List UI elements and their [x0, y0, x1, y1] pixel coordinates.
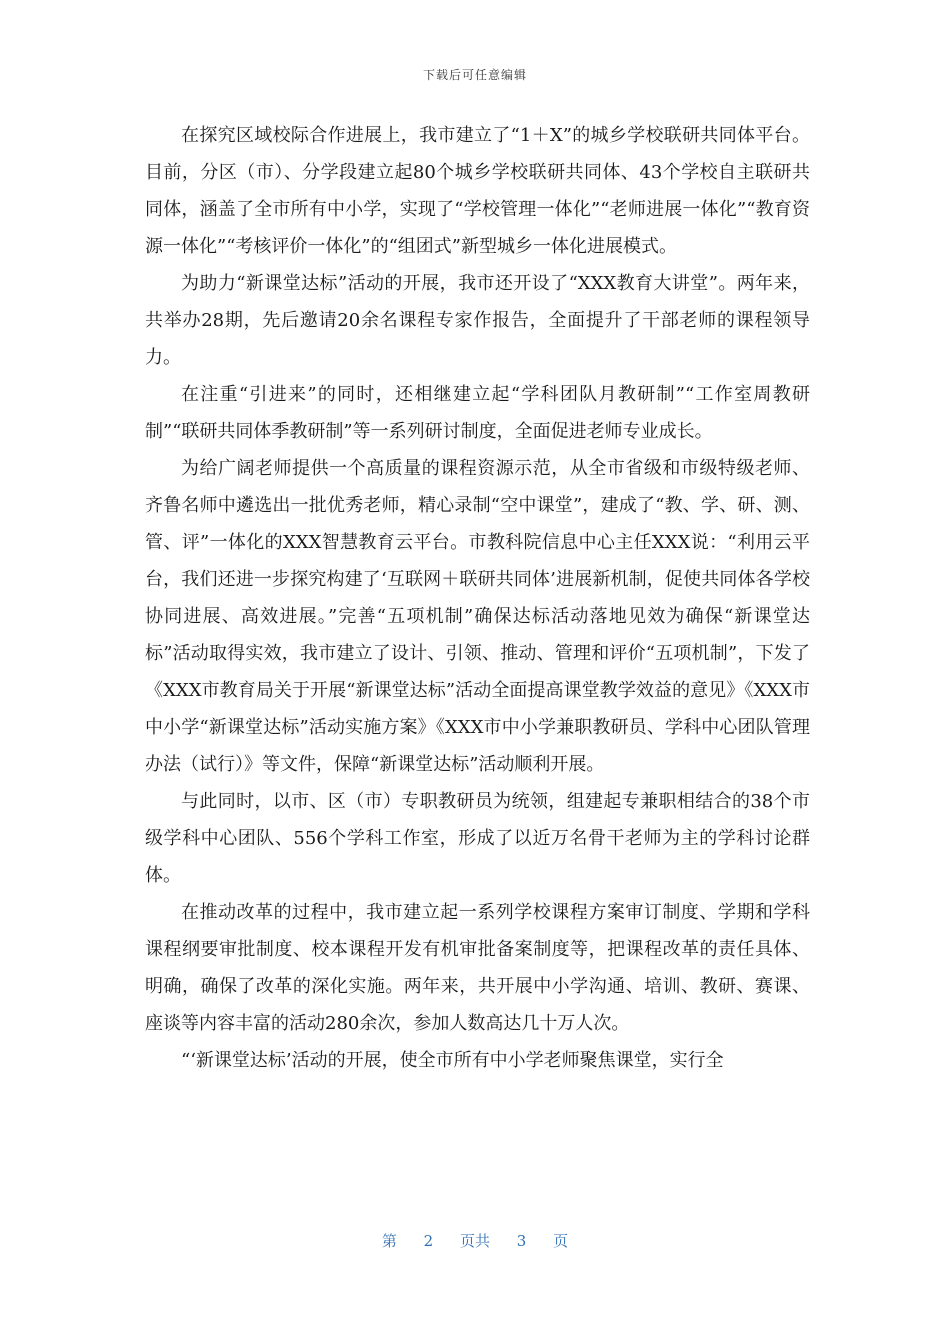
header-note: 下载后可任意编辑	[422, 68, 527, 82]
footer-middle: 页共	[459, 1232, 490, 1250]
paragraph: 在探究区域校际合作进展上，我市建立了“1＋X”的城乡学校联研共同体平台。目前，分区（市）、分学段建立起80个城乡学校联研共同体、43个学校自主联研共同体，涵盖了全市所有中小学，实现了“学校管理一体化”“老师进展一体化”“教育资源一体化”“考核评价一体化”的“组团式”新型城乡一体化进展模式。	[145, 125, 810, 257]
paragraph: “‘新课堂达标’活动的开展，使全市所有中小学老师聚焦课堂，实行全	[181, 1050, 724, 1071]
paragraph: 为助力“新课堂达标”活动的开展，我市还开设了“XXX教育大讲堂”。两年来，共举办28期，先后邀请20余名课程专家作报告，全面提升了干部老师的课程领导力。	[145, 273, 810, 368]
page-footer	[0, 1230, 950, 1251]
footer-page-number: 2	[423, 1232, 434, 1250]
paragraph: 在推动改革的过程中，我市建立起一系列学校课程方案审订制度、学期和学科课程纲要审批制度、校本课程开发有机审批备案制度等，把课程改革的责任具体、明确，确保了改革的深化实施。两年来，共开展中小学沟通、培训、教研、赛课、座谈等内容丰富的活动280余次，参加人数高达几十万人次。	[145, 902, 810, 1034]
paragraph: 在注重“引进来”的同时，还相继建立起“学科团队月教研制”“工作室周教研制”“联研共同体季教研制”等一系列研讨制度，全面促进老师专业成长。	[145, 384, 810, 442]
document-body	[145, 117, 810, 1079]
footer-total-pages: 3	[516, 1232, 527, 1250]
paragraph: 与此同时，以市、区（市）专职教研员为统领，组建起专兼职相结合的38个市级学科中心团队、556个学科工作室，形成了以近万名骨干老师为主的学科讨论群体。	[145, 791, 810, 886]
footer-suffix: 页	[553, 1232, 569, 1250]
footer-prefix: 第	[381, 1232, 397, 1250]
paragraph: 为给广阔老师提供一个高质量的课程资源示范，从全市省级和市级特级老师、齐鲁名师中遴选出一批优秀老师，精心录制“空中课堂”，建成了“教、学、研、测、管、评”一体化的XXX智慧教育云平台。市教科院信息中心主任XXX说：“利用云平台，我们还进一步探究构建了‘互联网＋联研共同体’进展新机制，促使共同体各学校协同进展、高效进展。”完善“五项机制”确保达标活动落地见效为确保“新课堂达标”活动取得实效，我市建立了设计、引领、推动、管理和评价“五项机制”，下发了《XXX市教育局关于开展“新课堂达标”活动全面提高课堂教学效益的意见》《XXX市中小学“新课堂达标”活动实施方案》《XXX市中小学兼职教研员、学科中心团队管理办法（试行）》等文件，保障“新课堂达标”活动顺利开展。	[145, 458, 810, 775]
